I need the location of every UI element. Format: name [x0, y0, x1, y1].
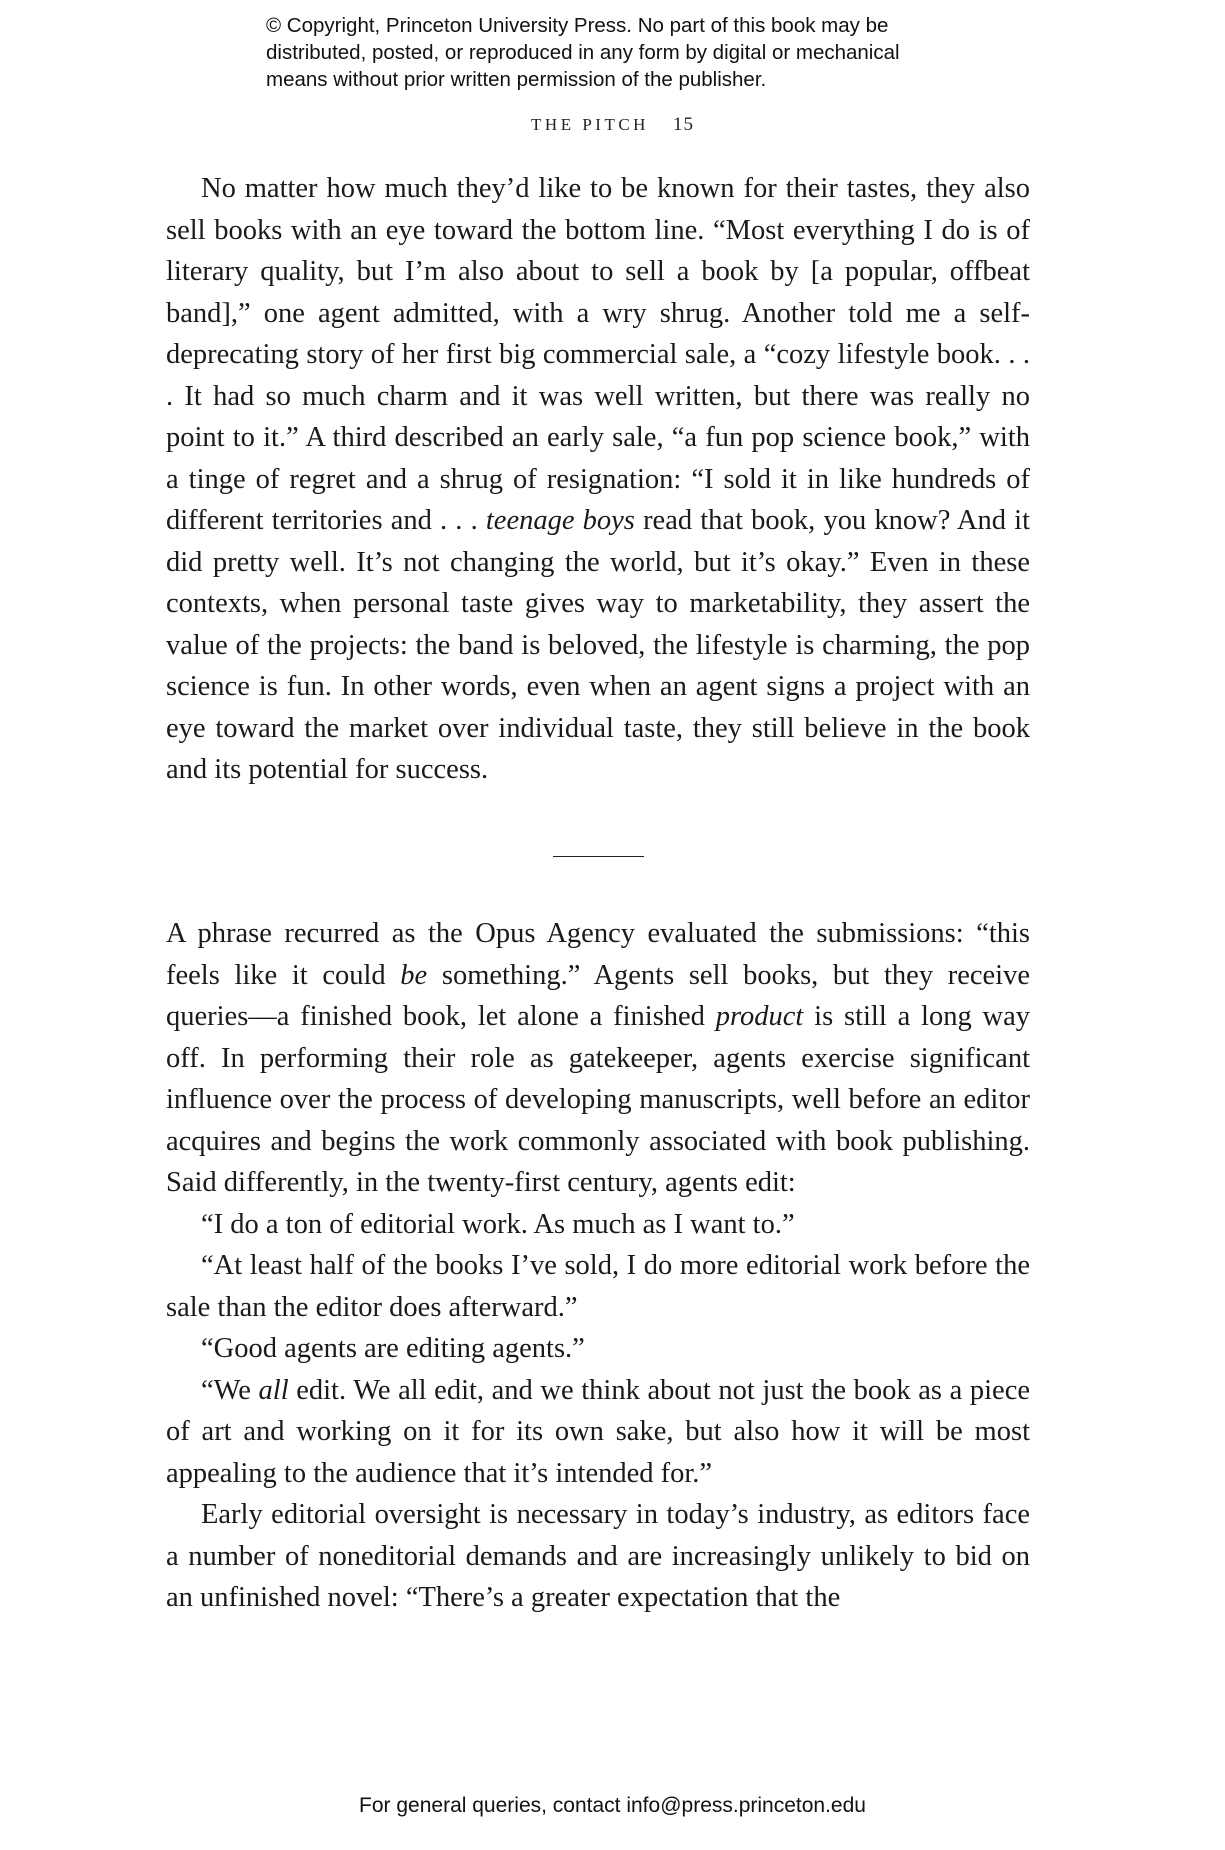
- text-span: is still a long way off. In performing their role as gatekeeper, agents exercise significant influence over the process of developing manuscripts, well before an editor acquires and begins the work commonly associated with book publishing. Said differently, in the twenty-first century, agents edit:: [166, 1001, 1030, 1198]
- text-span: read that book, you know? And it did pretty well. It’s not changing the world, but it’s okay.” Even in these contexts, when personal taste gives way to marketability, they assert the value of the projects: the band is beloved, the lifestyle is charming, the pop science is fun. In other words, even when an agent signs a project with an eye toward the market over individual taste, they still believe in the book and its potential for success.: [166, 505, 1031, 785]
- section-2-text: [166, 913, 1030, 1619]
- paragraph: Early editorial oversight is necessary in today’s industry, as editors face a number of noneditorial demands and are increasingly unlikely to bid on an unfinished novel: “There’s a greater expectation that the: [166, 1499, 1030, 1613]
- italic-span: teenage boys: [485, 505, 635, 536]
- copyright-line-3: means without prior written permission of the publisher.: [266, 68, 767, 91]
- paragraph: [166, 168, 1030, 791]
- quote-paragraph: [166, 1370, 1030, 1495]
- text-span: edit. We all edit, and we think about not just the book as a piece of art and working on it for its own sake, but also how it will be most appealing to the audience that it’s intended for.”: [166, 1374, 1030, 1489]
- copyright-line-2: distributed, posted, or reproduced in any form by digital or mechanical: [266, 41, 900, 64]
- text-span: A phrase recurred as the Opus Agency evaluated the submissions: “this feels like it could: [166, 918, 1030, 991]
- section-1-text: [166, 168, 1030, 791]
- italic-span: product: [715, 1001, 804, 1032]
- running-head: [0, 114, 1225, 136]
- quote-paragraph: “I do a ton of editorial work. As much as I want to.”: [201, 1208, 795, 1240]
- running-head-title: THE PITCH: [531, 115, 649, 134]
- copyright-line-1: © Copyright, Princeton University Press. No part of this book may be: [266, 14, 889, 37]
- text-span: something.” Agents sell books, but they receive queries—a finished book, let alone a finished: [166, 959, 1030, 1032]
- quote-paragraph: “Good agents are editing agents.”: [201, 1333, 585, 1364]
- footer-contact: For general queries, contact info@press.princeton.edu: [359, 1794, 866, 1817]
- italic-span: all: [258, 1374, 289, 1406]
- copyright-notice: [266, 12, 1026, 93]
- page-number: 15: [672, 114, 694, 135]
- text-span: “We: [201, 1374, 259, 1406]
- italic-span: be: [400, 959, 428, 991]
- text-span: No matter how much they’d like to be known for their tastes, they also sell books with an eye toward the bottom line. “Most everything I do is of literary quality, but I’m also about to sell a book by [a popular, offbeat band],” one agent admitted, with a wry shrug. Another told me a self-deprecating story of her first big commercial sale, a “cozy lifestyle book. . . . It had so much charm and it was well written, but there was really no point to it.” A third described an early sale, “a fun pop science book,” with a tinge of regret and a shrug of resignation: “I sold it in like hundreds of different territories and . . .: [166, 173, 1030, 536]
- quote-paragraph: “At least half of the books I’ve sold, I do more editorial work before the sale than the editor does afterward.”: [166, 1250, 1030, 1323]
- section-divider: [553, 856, 644, 857]
- paragraph: [166, 913, 1030, 1204]
